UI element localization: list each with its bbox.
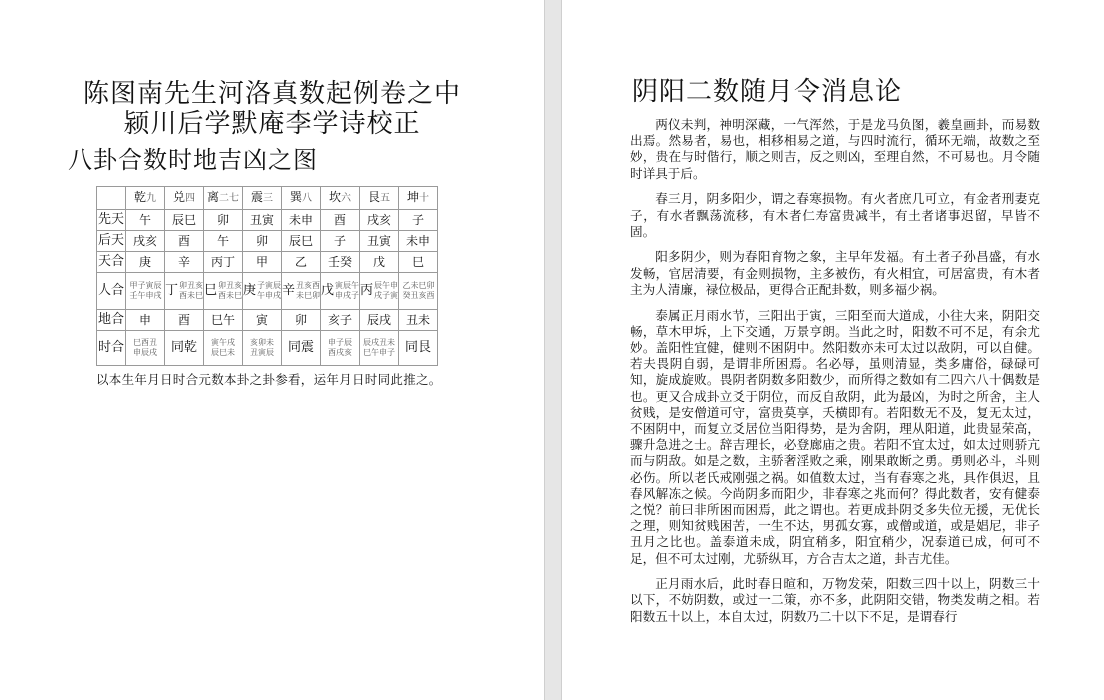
table-row-shihe — [97, 331, 438, 366]
table-cell: 甲 — [243, 252, 282, 273]
table-caption: 以本生年月日时合元数本卦之卦参看，运年月日时同此推之。 — [96, 372, 442, 387]
table-cell: 丑寅 — [360, 231, 399, 252]
table-cell: 卯 — [282, 310, 321, 331]
table-cell: 同乾 — [165, 331, 204, 366]
table-cell: 午 — [126, 210, 165, 231]
table-cell: 辰巳 — [282, 231, 321, 252]
section-title: 八卦合数时地吉凶之图 — [68, 146, 318, 174]
table-cell: 乙未巳卯 癸丑亥酉 — [399, 273, 438, 310]
bagua-table — [96, 186, 438, 366]
table-cell: 丑未 — [399, 310, 438, 331]
paragraph: 春三月，阴多阳少，谓之春寒损物。有火者庶几可立，有金者刑妻克子，有水者飘荡流移，有木者仁寿富贵减半，有土者诸事迟留，早皆不固。 — [630, 191, 1040, 239]
book-title-line-1: 陈图南先生河洛真数起例卷之中 — [82, 79, 461, 109]
paragraph: 两仪未判，神明深藏，一气浑然，于是龙马负图，羲皇画卦，而易数出焉。然易者，易也，相移相易之道，与四时流行，循环无端，故数之至妙，贵在与时偕行，顺之则吉，反之则凶，至理自然，不可易也。月令随时详具于后。 — [630, 117, 1040, 181]
header-li: 离二七 — [204, 187, 243, 210]
chapter-title: 阴阳二数随月令消息论 — [632, 77, 903, 107]
table-row-dihe — [97, 310, 438, 331]
table-cell: 巳酉丑 申辰戌 — [126, 331, 165, 366]
table-cell: 申 — [126, 310, 165, 331]
table-cell: 甲子寅辰 壬午申戌 — [126, 273, 165, 310]
table-cell: 辰戌丑未 巳午申子 — [360, 331, 399, 366]
table-cell: 同艮 — [399, 331, 438, 366]
table-cell: 戊 寅辰午 申戌子 — [321, 273, 360, 310]
table-cell: 辰巳 — [165, 210, 204, 231]
table-cell: 同震 — [282, 331, 321, 366]
row-label: 时合 — [97, 331, 126, 366]
row-label: 地合 — [97, 310, 126, 331]
page-gutter — [544, 0, 562, 700]
table-cell: 巳 卯丑亥 酉未巳 — [204, 273, 243, 310]
table-cell: 辛 丑亥酉 未巳卯 — [282, 273, 321, 310]
row-label: 人合 — [97, 273, 126, 310]
table-cell: 卯 — [204, 210, 243, 231]
table-cell: 庚 子寅辰 午申戌 — [243, 273, 282, 310]
header-gen: 艮五 — [360, 187, 399, 210]
paragraph: 正月雨水后，此时春日暄和，万物发荣，阳数三四十以上，阴数三十以下，不妨阴数，或过一二策，亦不多，此阴阳交错，物类发萌之相。若阳数五十以上，本自太过，阴数乃二十以下不足，是谓春行 — [630, 576, 1040, 624]
table-cell: 未申 — [399, 231, 438, 252]
table-cell: 丑寅 — [243, 210, 282, 231]
table-cell: 亥子 — [321, 310, 360, 331]
table-cell: 巳 — [399, 252, 438, 273]
table-cell: 戌亥 — [360, 210, 399, 231]
row-label: 天合 — [97, 252, 126, 273]
row-label: 先天 — [97, 210, 126, 231]
table-header-row — [97, 187, 438, 210]
table-cell: 未申 — [282, 210, 321, 231]
table-cell: 丙 辰午申 戌子寅 — [360, 273, 399, 310]
table-cell: 巳午 — [204, 310, 243, 331]
table-row-xiantian — [97, 210, 438, 231]
table-row-houtian — [97, 231, 438, 252]
table-cell: 酉 — [165, 310, 204, 331]
book-title-line-2: 颍川后学默庵李学诗校正 — [123, 109, 421, 139]
paragraph: 泰属正月雨水节，三阳出于寅，三阳至而大道成，小往大来，阴阳交畅，草木甲坼，上下交通，万景亨朗。当此之时，阳数不可不足，有余尤妙。盖阳性宜健，健则不困阴中。然阳数亦未可太过以敌阴，可以自健。若夫畏阴自弱，是谓非所困焉。名必辱，虽则清显，类多庸俗，碌碌可知，旋成旋败。畏阴者阴数多阳数少，而所得之数如有二四六八十偶数是也。更又合成卦立爻于阴位，而反自敌阴，此为最凶，为时之所舍，主人贫贱，是安僧道可守，富贵莫享，夭横即有。若阳数无不及，复无太过，不困阴中，而复立爻居位当阳得势，是为舍阴，理从阳道，此贵显荣高，骤升急进之士。辞吉理长，必登廊庙之贵。若阳不宜太过，如太过则骄亢而与阴敌。如是之数，主骄奢淫败之乘，刚果敢断之勇。勇则必斗，斗则必伤。所以老氏戒刚强之祸。如值数太过，当有春寒之兆，具作俱迟，且春风解冻之候。今尚阴多而阳少，非春寒之兆而何？得此数者，安有健泰之悦？前曰非所困而困焉，此之谓也。若更成卦阴爻多失位无援，无优长之理，则知贫贱困苦，一生不达，男孤女寡，或僧或道，或是娼尼，非子丑月之比也。盖泰道未成，阴宜稍多，阳宜稍少，况泰道已成，何可不足，但不可太过刚，尤骄纵耳，方合吉太之道，卦吉尤佳。 — [630, 307, 1040, 566]
table-corner — [97, 187, 126, 210]
table-row-renhe — [97, 273, 438, 310]
table-row-tianhe — [97, 252, 438, 273]
table-cell: 午 — [204, 231, 243, 252]
table-cell: 酉 — [165, 231, 204, 252]
table-cell: 申子辰 酉戌亥 — [321, 331, 360, 366]
header-zhen: 震三 — [243, 187, 282, 210]
table-cell: 丁 卯丑亥 酉未巳 — [165, 273, 204, 310]
table-cell: 酉 — [321, 210, 360, 231]
row-label: 后天 — [97, 231, 126, 252]
table-cell: 辛 — [165, 252, 204, 273]
table-cell: 乙 — [282, 252, 321, 273]
paragraph: 阳多阴少，则为春阳育物之象，主早年发福。有土者子孙昌盛，有水发畅，官居清要，有金则损物，主多被伤，有火相宜，可居富贵，有木者主为人清廉，禄位极品，更得合正配卦数，则多福少祸。 — [630, 249, 1040, 297]
table-cell: 辰戌 — [360, 310, 399, 331]
header-kun: 坤十 — [399, 187, 438, 210]
table-cell: 亥卯未 丑寅辰 — [243, 331, 282, 366]
table-cell: 戊 — [360, 252, 399, 273]
left-page — [0, 0, 544, 700]
table-cell: 子 — [399, 210, 438, 231]
table-cell: 壬癸 — [321, 252, 360, 273]
table-cell: 寅 — [243, 310, 282, 331]
right-page — [562, 0, 1104, 700]
header-qian: 乾九 — [126, 187, 165, 210]
header-dui: 兑四 — [165, 187, 204, 210]
table-cell: 庚 — [126, 252, 165, 273]
header-xun: 巽八 — [282, 187, 321, 210]
table-cell: 寅午戌 辰巳未 — [204, 331, 243, 366]
table-cell: 丙丁 — [204, 252, 243, 273]
table-cell: 卯 — [243, 231, 282, 252]
header-kan: 坎六 — [321, 187, 360, 210]
table-cell: 戌亥 — [126, 231, 165, 252]
chapter-body — [630, 117, 1040, 634]
table-cell: 子 — [321, 231, 360, 252]
